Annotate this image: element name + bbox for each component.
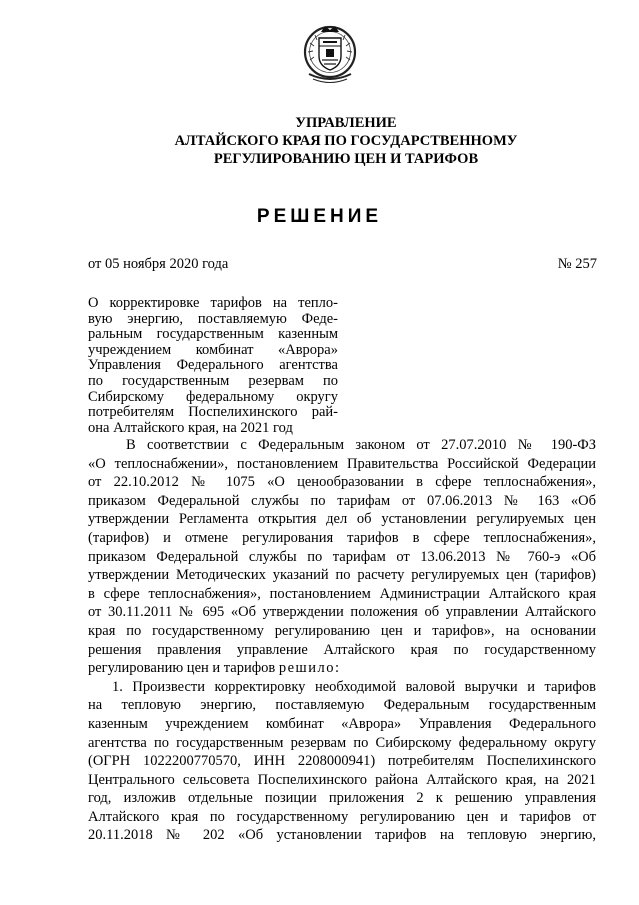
- body-line-decided: [88, 659, 596, 678]
- document-title: РЕШЕНИЕ: [256, 206, 383, 227]
- body-line: от 22.10.2012 № 1075 «О ценообразовании в сфере теплоснабжения»,: [88, 474, 596, 491]
- body-line: Центрального сельсовета Поспелихинского района Алтайского края, на 2021: [88, 771, 596, 788]
- agency-name: [150, 114, 542, 168]
- decision-subject: [88, 296, 338, 436]
- body-line: В соответствии с Федеральным законом от 27.07.2010 № 190-ФЗ: [126, 437, 596, 453]
- body-line: «О теплоснабжении», постановлением Правительства Российской Федерации: [88, 455, 596, 472]
- body-line: 20.11.2018 № 202 «Об установлении тарифов на тепловую энергию,: [88, 827, 596, 844]
- body-line: (тарифов) и отмене регулирования тарифов в сфере теплоснабжения»,: [88, 529, 596, 546]
- subject-line: учреждением комбинат «Аврора»: [88, 341, 338, 358]
- agency-line: УПРАВЛЕНИЕ: [295, 115, 397, 131]
- body-line: 1. Произвести корректировку необходимой валовой выручки и тарифов: [112, 678, 596, 695]
- body-line: приказом Федеральной службы по тарифам от 13.06.2013 № 760-э «Об: [88, 548, 596, 565]
- body-line: казенным учреждением комбинат «Аврора» Управления Федерального: [88, 715, 596, 732]
- body-line: утверждении Методических указаний по расчету регулируемых цен (тарифов): [88, 567, 596, 584]
- coat-of-arms-icon: [301, 22, 359, 88]
- subject-line: Сибирскому федеральному округу: [88, 388, 338, 405]
- subject-line: О корректировке тарифов на тепло-: [88, 295, 338, 311]
- subject-line: по государственным резервам по: [88, 372, 338, 389]
- subject-line: ральным государственным казенным: [88, 326, 338, 343]
- body-line: утверждении Регламента открытия дел об установлении регулируемых цен: [88, 511, 596, 528]
- agency-line: РЕГУЛИРОВАНИЮ ЦЕН И ТАРИФОВ: [213, 151, 479, 167]
- body-line: на тепловую энергию, поставляемую Федеральным государственным: [88, 697, 596, 714]
- body-line: агентства по государственным резервам по Сибирскому федеральному округу: [88, 734, 596, 751]
- body-line: Алтайского края по государственному регулированию цен и тарифов от: [88, 808, 596, 825]
- body-line: год, изложив отдельные позиции приложения 2 к решению управления: [88, 790, 596, 807]
- body-line: решения правления управление Алтайского края по государственному: [88, 641, 596, 658]
- decision-body: [88, 436, 596, 845]
- decided-word: решило: [278, 660, 335, 677]
- body-line: от 30.11.2011 № 695 «Об утверждении положения об управлении Алтайского: [88, 604, 596, 621]
- document-date: от 05 ноября 2020 года: [88, 256, 229, 272]
- body-line: в сфере теплоснабжения», постановлением Администрации Алтайского края: [88, 585, 596, 602]
- subject-line: Управления Федерального агентства: [88, 357, 338, 374]
- document-number: № 257: [557, 256, 597, 272]
- body-line: приказом Федеральной службы по тарифам от 07.06.2013 № 163 «Об: [88, 492, 596, 509]
- body-line: края по государственному регулированию цен и тарифов», на основании: [88, 622, 596, 639]
- decided-prefix: регулированию цен и тарифов: [88, 660, 276, 677]
- subject-line: она Алтайского края, на 2021 год: [88, 419, 293, 436]
- subject-line: потребителям Поспелихинского рай-: [88, 404, 338, 421]
- decided-suffix: :: [334, 660, 339, 677]
- agency-line: АЛТАЙСКОГО КРАЯ ПО ГОСУДАРСТВЕННОМУ: [174, 133, 518, 149]
- body-line: (ОГРН 1022200770570, ИНН 2208000941) потребителям Поспелихинского: [88, 753, 596, 770]
- subject-line: вую энергию, поставляемую Феде-: [88, 310, 338, 327]
